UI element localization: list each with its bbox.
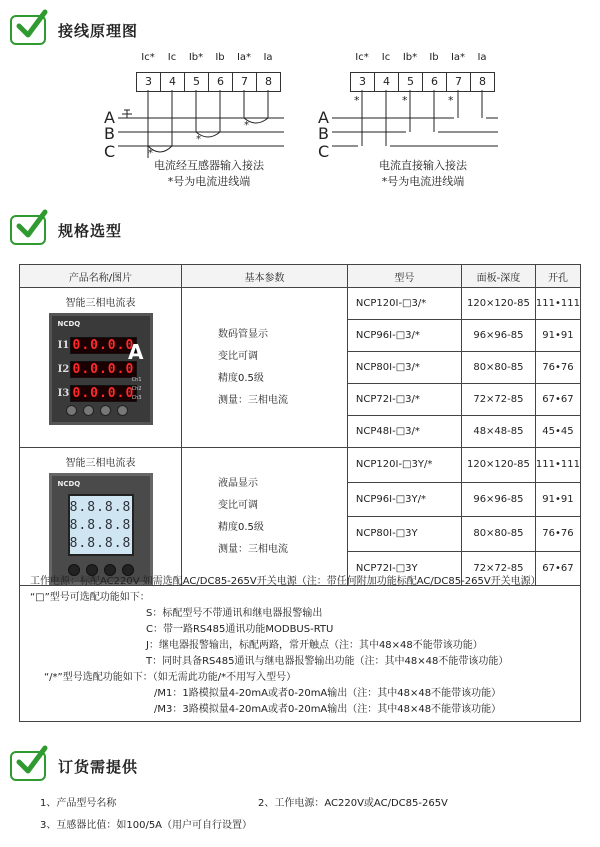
terminal-label: Ic bbox=[167, 52, 177, 63]
terminal: 6 bbox=[423, 73, 447, 91]
hole-cell: 45•45 bbox=[535, 416, 580, 448]
meter-row-index: I2 bbox=[57, 363, 70, 375]
order-item: 3、互感器比值：如100/5A（用户可自行设置） bbox=[40, 820, 253, 831]
check-icon bbox=[10, 215, 46, 245]
panel-cell: 72×72-85 bbox=[461, 384, 535, 416]
wiring-diagram-transformer bbox=[104, 52, 304, 192]
caption-line: 电流经互感器输入接法 bbox=[154, 159, 264, 172]
product-cell bbox=[20, 448, 182, 586]
star-options-title: “/*”型号选配功能如下：（如无需此功能/*不用写入型号） bbox=[44, 672, 297, 683]
param-item: 变比可调 bbox=[218, 499, 258, 511]
order-section-header bbox=[10, 748, 138, 784]
led-label: Ch1 bbox=[131, 377, 142, 383]
section-title: 规格选型 bbox=[58, 221, 123, 240]
section-title: 订货需提供 bbox=[58, 757, 139, 776]
meter-row bbox=[58, 360, 138, 378]
terminal: 7 bbox=[233, 73, 257, 91]
hole-cell: 76•76 bbox=[535, 517, 580, 552]
meter-digits: 0.0.0.0 bbox=[70, 337, 138, 354]
check-icon bbox=[10, 15, 46, 45]
option-item: S：标配型号不带通讯和继电器报警输出 bbox=[146, 608, 323, 619]
led-label: Ch3 bbox=[131, 395, 142, 401]
model-cell: NCP96I-□3/* bbox=[347, 320, 461, 352]
meter-row bbox=[58, 336, 138, 354]
terminal-block bbox=[136, 72, 281, 92]
panel-cell: 96×96-85 bbox=[461, 320, 535, 352]
table-row bbox=[20, 288, 581, 320]
table-row bbox=[20, 448, 581, 483]
hole-cell: 67•67 bbox=[535, 384, 580, 416]
spec-table bbox=[19, 264, 581, 586]
panel-cell: 96×96-85 bbox=[461, 482, 535, 517]
phase-label: C bbox=[318, 142, 330, 161]
lcd-row: 8.8.8.8 bbox=[69, 500, 132, 515]
hole-cell: 111•111 bbox=[535, 288, 580, 320]
lcd-meter-image bbox=[49, 473, 153, 585]
svg-text:*: * bbox=[402, 94, 408, 107]
terminal: 3 bbox=[351, 73, 375, 91]
power-note: 工作电源：标配AC220V 如需选配AC/DC85-265V开关电源（注：带任何附加功能标配AC/DC85-265V开关电源） bbox=[30, 576, 541, 587]
terminal: 4 bbox=[161, 73, 185, 91]
hole-cell: 111•111 bbox=[535, 448, 580, 483]
phase-label: A bbox=[104, 108, 115, 127]
terminal-label: Ib bbox=[429, 52, 439, 63]
option-item: T：同时具备RS485通讯与继电器报警输出功能（注：其中48×48不能带该功能） bbox=[146, 656, 509, 667]
product-cell bbox=[20, 288, 182, 448]
model-cell: NCP72I-□3Y bbox=[347, 551, 461, 586]
terminal-label: Ib* bbox=[402, 52, 418, 63]
param-item: 变比可调 bbox=[218, 350, 258, 362]
lcd-row: 8.8.8.8 bbox=[69, 536, 132, 551]
terminal-label: Ia bbox=[477, 52, 487, 63]
terminal-block bbox=[350, 72, 495, 92]
panel-cell: 80×80-85 bbox=[461, 517, 535, 552]
terminal-label: Ib* bbox=[188, 52, 204, 63]
product-name: 智能三相电流表 bbox=[65, 458, 136, 469]
wiring-caption bbox=[134, 158, 284, 190]
terminal: 5 bbox=[399, 73, 423, 91]
led-label: Ch2 bbox=[131, 386, 142, 392]
model-cell: NCP72I-□3/* bbox=[347, 384, 461, 416]
column-header: 基本参数 bbox=[182, 265, 348, 288]
panel-cell: 72×72-85 bbox=[461, 551, 535, 586]
meter-digits: 0.0.0.0 bbox=[70, 361, 138, 378]
param-item: 液晶显示 bbox=[218, 477, 258, 489]
wiring-diagram-direct bbox=[318, 52, 518, 192]
model-cell: NCP96I-□3Y/* bbox=[347, 482, 461, 517]
box-options-title: “□”型号可选配功能如下： bbox=[30, 592, 150, 603]
model-cell: NCP120I-□3Y/* bbox=[347, 448, 461, 483]
phase-label: A bbox=[318, 108, 329, 127]
terminal-label: Ic* bbox=[141, 52, 155, 63]
model-cell: NCP80I-□3Y bbox=[347, 517, 461, 552]
panel-cell: 120×120-85 bbox=[461, 288, 535, 320]
model-cell: NCP48I-□3/* bbox=[347, 416, 461, 448]
terminal-labels bbox=[350, 52, 494, 63]
lcd-row: 8.8.8.8 bbox=[69, 518, 132, 533]
param-item: 测量：三相电流 bbox=[218, 543, 288, 555]
meter-row-index: I3 bbox=[57, 387, 70, 399]
panel-cell: 48×48-85 bbox=[461, 416, 535, 448]
hole-cell: 67•67 bbox=[535, 551, 580, 586]
wiring-section-header bbox=[10, 12, 138, 48]
column-header: 产品名称/图片 bbox=[20, 265, 182, 288]
column-header: 型号 bbox=[347, 265, 461, 288]
phase-label: B bbox=[104, 124, 115, 143]
meter-row-index: I1 bbox=[57, 339, 70, 351]
terminal: 8 bbox=[265, 75, 272, 88]
terminal: 6 bbox=[209, 73, 233, 91]
meter-buttons bbox=[66, 405, 128, 416]
terminal-label: Ia* bbox=[236, 52, 252, 63]
panel-cell: 80×80-85 bbox=[461, 352, 535, 384]
terminal: 4 bbox=[375, 73, 399, 91]
svg-text:*: * bbox=[196, 134, 201, 145]
param-item: 测量：三相电流 bbox=[218, 394, 288, 406]
terminal: 8 bbox=[479, 75, 486, 88]
section-title: 接线原理图 bbox=[58, 21, 139, 40]
order-item: 2、工作电源：AC220V或AC/DC85-265V bbox=[258, 798, 448, 809]
lcd-screen bbox=[68, 494, 134, 556]
led-meter-image bbox=[49, 313, 153, 425]
option-item: /M3：3路模拟量4-20mA或者0-20mA输出（注：其中48×48不能带该功能） bbox=[154, 704, 502, 715]
terminal-label: Ic* bbox=[355, 52, 369, 63]
phase-label: C bbox=[104, 142, 116, 161]
meter-digits: 0.0.0.0 bbox=[70, 385, 138, 402]
check-icon bbox=[10, 751, 46, 781]
terminal: 5 bbox=[185, 73, 209, 91]
order-item: 1、产品型号名称 bbox=[40, 798, 117, 809]
svg-text:*: * bbox=[448, 94, 454, 107]
product-name: 智能三相电流表 bbox=[65, 298, 136, 309]
params-cell bbox=[182, 288, 348, 448]
hole-cell: 91•91 bbox=[535, 320, 580, 352]
terminal: 7 bbox=[447, 73, 471, 91]
meter-row bbox=[58, 384, 138, 402]
table-header-row bbox=[20, 265, 581, 288]
params-cell bbox=[182, 448, 348, 586]
model-cell: NCP120I-□3/* bbox=[347, 288, 461, 320]
param-item: 精度0.5级 bbox=[218, 521, 264, 533]
meter-unit: A bbox=[128, 340, 144, 364]
terminal: 3 bbox=[137, 73, 161, 91]
model-cell: NCP80I-□3/* bbox=[347, 352, 461, 384]
column-header: 开孔 bbox=[535, 265, 580, 288]
terminal-label: Ib bbox=[215, 52, 225, 63]
hole-cell: 76•76 bbox=[535, 352, 580, 384]
column-header: 面板-深度 bbox=[461, 265, 535, 288]
terminal-label: Ia bbox=[263, 52, 273, 63]
meter-brand: NCDQ bbox=[57, 480, 81, 488]
hole-cell: 91•91 bbox=[535, 482, 580, 517]
svg-text:*: * bbox=[148, 148, 153, 159]
caption-line: *号为电流进线端 bbox=[381, 175, 465, 188]
svg-text:*: * bbox=[244, 120, 249, 131]
terminal-label: Ic bbox=[381, 52, 391, 63]
caption-line: 电流直接输入接法 bbox=[379, 159, 467, 172]
param-item: 精度0.5级 bbox=[218, 372, 264, 384]
options-notes bbox=[19, 570, 581, 722]
svg-text:*: * bbox=[354, 94, 360, 107]
option-item: J：继电器报警输出，标配两路，常开触点（注：其中48×48不能带该功能） bbox=[146, 640, 483, 651]
wiring-caption bbox=[348, 158, 498, 190]
panel-cell: 120×120-85 bbox=[461, 448, 535, 483]
option-item: /M1：1路模拟量4-20mA或者0-20mA输出（注：其中48×48不能带该功能） bbox=[154, 688, 502, 699]
caption-line: *号为电流进线端 bbox=[167, 175, 251, 188]
terminal-label: Ia* bbox=[450, 52, 466, 63]
phase-label: B bbox=[318, 124, 329, 143]
spec-section-header bbox=[10, 212, 122, 248]
param-item: 数码管显示 bbox=[218, 328, 268, 340]
meter-leds bbox=[132, 376, 142, 403]
option-item: C：带一路RS485通讯功能MODBUS-RTU bbox=[146, 624, 334, 635]
meter-brand: NCDQ bbox=[57, 320, 81, 328]
terminal-labels bbox=[136, 52, 280, 63]
